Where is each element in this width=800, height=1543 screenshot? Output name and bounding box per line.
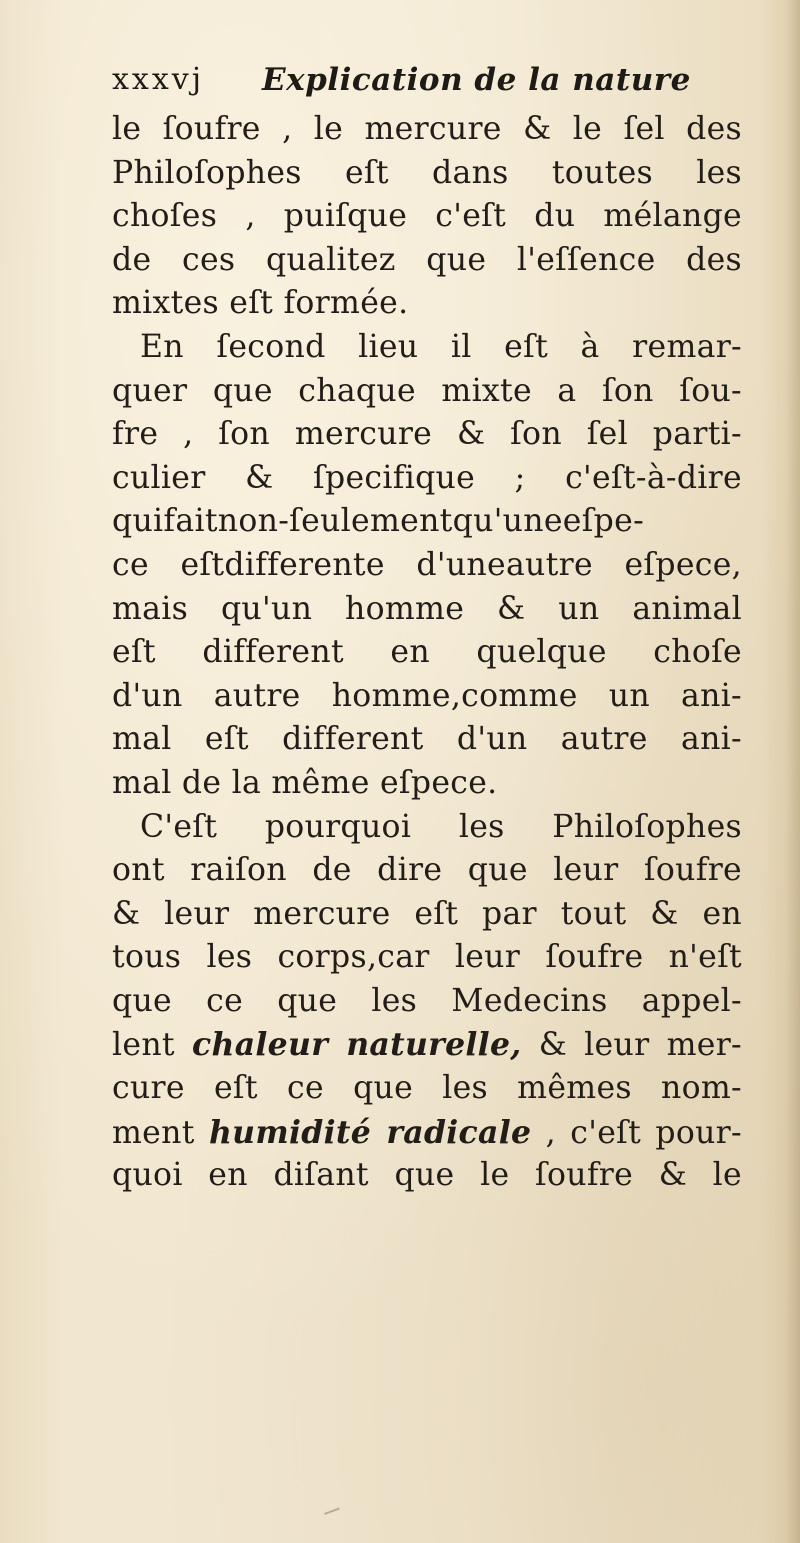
running-title: Explication de la nature [262,62,691,98]
body-text [112,108,742,1198]
ink-smudge [324,1508,342,1521]
text-line-7: quer que chaque mixte a ſon ſou- [112,372,742,409]
text-line-25: quoi en diſant que le ſoufre & le [112,1157,742,1194]
text-line-24 [112,1111,742,1155]
text-line-5: mixtes eſt formée. [112,285,409,322]
text-line-23: cure eſt ce que les mêmes nom- [112,1070,742,1107]
text-line-19: & leur mercure eſt par tout & en [112,895,742,932]
text-line-3: choſes , puiſque c'eſt du mélange [112,198,742,235]
text-line-20: tous les corps,car leur ſoufre n'eſt [112,939,742,976]
text-line-18: ont raiſon de dire que leur ſoufre [112,852,742,889]
page-number: xxxvj [112,62,205,97]
text-line-17: C'eſt pourquoi les Philoſophes [140,808,742,845]
text-line-22-start: lent [112,1027,193,1064]
running-head [112,62,752,112]
text-line-24-end: , c'eſt pour- [531,1114,742,1151]
text-line-8: fre , ſon mercure & ſon ſel parti- [112,416,742,453]
italic-term-humidite-radicale: humidité radicale [208,1113,532,1151]
text-line-9: culier & ſpecifique ; c'eſt-à-dire [112,459,742,496]
text-line-22-end: & leur mer- [521,1027,742,1064]
text-line-10: quifaitnon-ſeulementqu'uneeſpe- [112,503,645,540]
text-line-4: de ces qualitez que l'eſſence des [112,241,742,278]
italic-term-chaleur-naturelle: chaleur naturelle, [192,1026,522,1064]
text-line-13: eſt different en quelque choſe [112,634,742,671]
text-line-2: Philoſophes eſt dans toutes les [112,154,742,191]
text-line-15: mal eſt different d'un autre ani- [112,721,742,758]
page-edge-shadow [786,0,800,1543]
text-line-21: que ce que les Medecins appel- [112,982,742,1019]
text-line-14: d'un autre homme,comme un ani- [112,677,742,714]
text-line-12: mais qu'un homme & un animal [112,590,742,627]
text-line-22 [112,1023,742,1067]
text-line-1: le ſoufre , le mercure & le ſel des [112,111,742,147]
text-line-16: mal de la même eſpece. [112,764,498,801]
text-line-11: ce eſtdifferente d'uneautre eſpece, [112,546,742,583]
text-line-24-start: ment [112,1114,209,1151]
text-line-6: En ſecond lieu il eſt à remar- [140,328,742,365]
